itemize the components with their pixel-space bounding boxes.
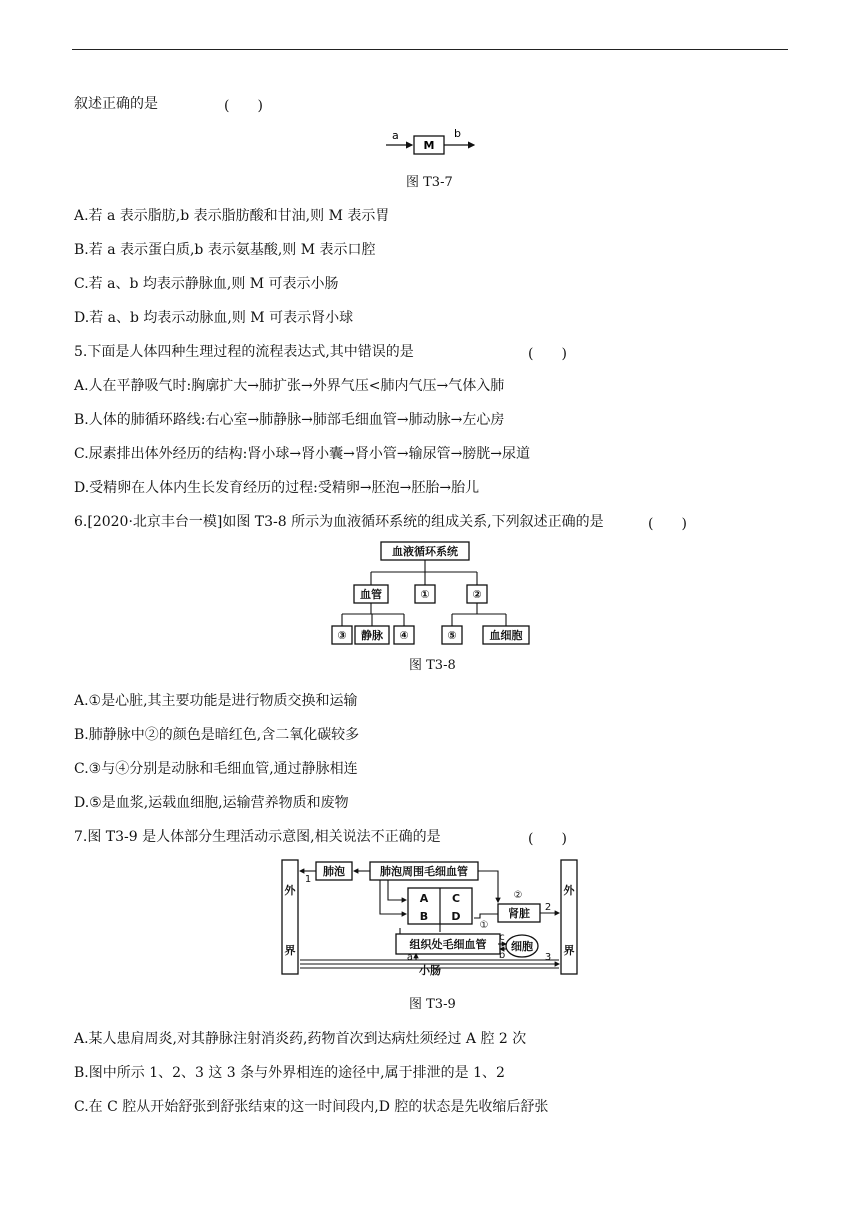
q4-option-a: A.若 a 表示脂肪,b 表示脂肪酸和甘油,则 M 表示胃 bbox=[74, 208, 390, 224]
q4-option-c: C.若 a、b 均表示静脉血,则 M 可表示小肠 bbox=[74, 276, 339, 292]
tree-node-2: ② bbox=[472, 588, 482, 601]
q5-option-c: C.尿素排出体外经历的结构:肾小球→肾小囊→肾小管→输尿管→膀胱→尿道 bbox=[74, 446, 531, 462]
figure-t3-7 bbox=[380, 126, 480, 156]
fig-outside-left-2: 界 bbox=[284, 944, 296, 957]
fig-intestine: 小肠 bbox=[419, 964, 441, 977]
q5-answer-paren: ( ) bbox=[528, 346, 567, 362]
tree-node-5: ⑤ bbox=[447, 629, 457, 642]
fig-kidney: 肾脏 bbox=[508, 907, 530, 920]
fig-outside-left-1: 外 bbox=[284, 884, 296, 897]
fig-label-c: c bbox=[499, 932, 505, 943]
q6-option-a: A.①是心脏,其主要功能是进行物质交换和运输 bbox=[74, 693, 358, 709]
q7-stem: 7.图 T3-9 是人体部分生理活动示意图,相关说法不正确的是 bbox=[74, 829, 441, 845]
tree-node-3: ③ bbox=[337, 629, 347, 642]
q7-option-b: B.图中所示 1、2、3 这 3 条与外界相连的途径中,属于排泄的是 1、2 bbox=[74, 1065, 505, 1081]
tree-bloodcell: 血细胞 bbox=[489, 629, 523, 642]
caption-t3-7: 图 T3-7 bbox=[406, 175, 453, 190]
fig-chamber-c: C bbox=[451, 892, 461, 905]
fig-chamber-b: B bbox=[419, 910, 429, 923]
tree-node-1: ① bbox=[420, 588, 430, 601]
fig-label-b: b bbox=[498, 950, 506, 961]
q5-option-a: A.人在平静吸气时:胸廓扩大→肺扩张→外界气压<肺内气压→气体入肺 bbox=[74, 378, 505, 394]
figure-t3-8 bbox=[326, 540, 538, 648]
tree-node-4: ④ bbox=[399, 629, 409, 642]
fig-chamber-a: A bbox=[419, 892, 429, 905]
fig-circle-2: ② bbox=[513, 890, 523, 901]
q5-option-d: D.受精卵在人体内生长发育经历的过程:受精卵→胚泡→胚胎→胎儿 bbox=[74, 480, 480, 496]
fig-outside-right-1: 外 bbox=[563, 884, 575, 897]
fig-lung: 肺泡 bbox=[323, 865, 345, 878]
fig-route-1: 1 bbox=[304, 874, 312, 885]
figure-t3-9 bbox=[280, 856, 580, 980]
q6-option-b: B.肺静脉中②的颜色是暗红色,含二氧化碳较多 bbox=[74, 727, 360, 743]
q5-stem: 5.下面是人体四种生理过程的流程表达式,其中错误的是 bbox=[74, 344, 414, 360]
q7-option-a: A.某人患肩周炎,对其静脉注射消炎药,药物首次到达病灶须经过 A 腔 2 次 bbox=[74, 1031, 527, 1047]
q4-stem-tail: 叙述正确的是 bbox=[74, 96, 158, 112]
header-rule bbox=[72, 49, 788, 50]
q4-option-d: D.若 a、b 均表示动脉血,则 M 可表示肾小球 bbox=[74, 310, 354, 326]
tree-vessel: 血管 bbox=[360, 588, 382, 601]
fig-route-3: 3 bbox=[544, 952, 552, 963]
q4-answer-paren: ( ) bbox=[224, 98, 263, 114]
q6-option-d: D.⑤是血浆,运载血细胞,运输营养物质和废物 bbox=[74, 795, 349, 811]
fig-box-m: M bbox=[423, 139, 435, 152]
fig-circle-1: ① bbox=[479, 920, 489, 931]
q7-option-c: C.在 C 腔从开始舒张到舒张结束的这一时间段内,D 腔的状态是先收缩后舒张 bbox=[74, 1099, 549, 1115]
fig-outside-right-2: 界 bbox=[563, 944, 575, 957]
fig-lung-capillary: 肺泡周围毛细血管 bbox=[380, 865, 468, 878]
fig-tissue-capillary: 组织处毛细血管 bbox=[409, 938, 487, 951]
tree-root: 血液循环系统 bbox=[392, 545, 458, 558]
fig-label-a: a bbox=[406, 952, 414, 963]
fig-route-2: 2 bbox=[544, 902, 552, 913]
q5-option-b: B.人体的肺循环路线:右心室→肺静脉→肺部毛细血管→肺动脉→左心房 bbox=[74, 412, 505, 428]
q7-answer-paren: ( ) bbox=[528, 831, 567, 847]
caption-t3-9: 图 T3-9 bbox=[409, 997, 456, 1012]
fig-chamber-d: D bbox=[451, 910, 461, 923]
q6-stem: 6.[2020·北京丰台一模]如图 T3-8 所示为血液循环系统的组成关系,下列叙述正确的是 bbox=[74, 514, 604, 530]
fig-label-b: b bbox=[454, 127, 461, 140]
fig-cell: 细胞 bbox=[511, 940, 533, 953]
q4-option-b: B.若 a 表示蛋白质,b 表示氨基酸,则 M 表示口腔 bbox=[74, 242, 376, 258]
q6-option-c: C.③与④分别是动脉和毛细血管,通过静脉相连 bbox=[74, 761, 358, 777]
caption-t3-8: 图 T3-8 bbox=[409, 658, 456, 673]
fig-label-a: a bbox=[392, 129, 399, 142]
tree-vein: 静脉 bbox=[361, 629, 383, 642]
q6-answer-paren: ( ) bbox=[648, 516, 687, 532]
